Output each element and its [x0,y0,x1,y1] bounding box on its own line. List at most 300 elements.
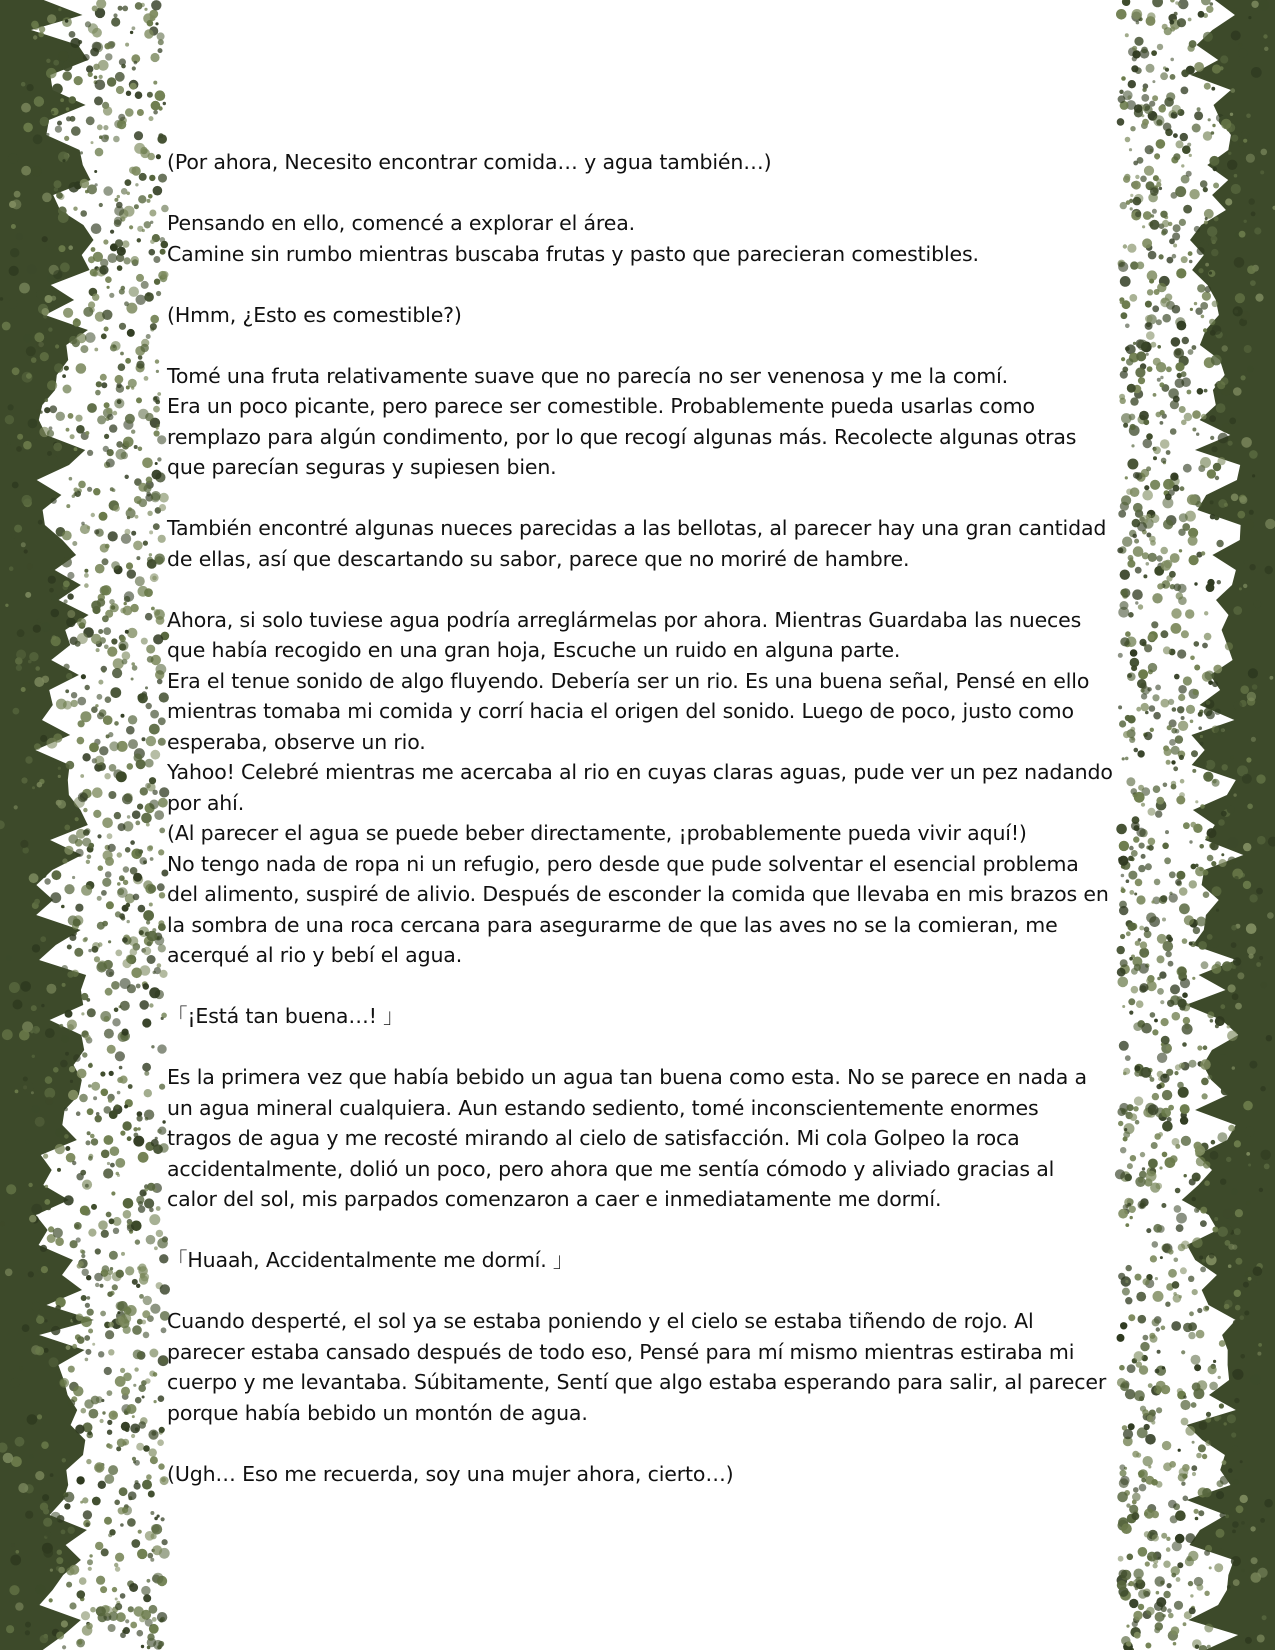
foliage-leaf [135,183,138,186]
foliage-leaf [53,1228,63,1238]
foliage-leaf [1142,119,1149,126]
foliage-leaf [120,248,124,252]
foliage-leaf [127,920,130,923]
foliage-leaf [1227,1414,1236,1423]
foliage-leaf [1155,1277,1158,1280]
foliage-leaf [148,194,153,199]
foliage-leaf [1186,171,1192,177]
foliage-leaf [124,602,127,605]
foliage-leaf [1181,1136,1191,1146]
foliage-leaf [1243,1282,1249,1288]
foliage-leaf [147,1646,151,1650]
foliage-leaf [1189,1607,1196,1614]
foliage-leaf [117,1091,121,1095]
foliage-leaf [86,65,93,72]
foliage-leaf [158,738,166,746]
foliage-leaf [138,586,149,597]
foliage-leaf [70,434,75,439]
foliage-leaf [1203,772,1213,782]
foliage-leaf [1216,403,1226,413]
foliage-leaf [1187,390,1192,395]
foliage-leaf [1179,513,1188,522]
foliage-leaf [88,1329,93,1334]
foliage-leaf [1166,760,1171,765]
foliage-leaf [1116,9,1127,20]
foliage-leaf [101,1150,110,1159]
foliage-leaf [55,1144,65,1154]
foliage-leaf [80,1249,84,1253]
foliage-leaf [1152,95,1158,101]
foliage-leaf [1227,837,1238,848]
foliage-leaf [1184,1024,1189,1029]
foliage-leaf [97,712,104,719]
foliage-leaf [143,1332,150,1339]
foliage-leaf [120,608,126,614]
foliage-leaf [11,535,15,539]
foliage-leaf [1134,37,1143,46]
foliage-leaf [155,90,166,101]
foliage-leaf [1146,913,1156,923]
foliage-leaf [1212,1227,1218,1233]
foliage-leaf [1128,871,1137,880]
foliage-leaf [1143,419,1149,425]
foliage-leaf [1200,1267,1206,1273]
foliage-leaf [107,1430,112,1435]
foliage-leaf [1176,1577,1181,1582]
foliage-leaf [1132,9,1143,20]
foliage-leaf [146,1474,152,1480]
foliage-leaf [19,1366,23,1370]
foliage-leaf [1200,180,1208,188]
foliage-leaf [44,878,50,884]
foliage-leaf [1256,962,1261,967]
foliage-leaf [1250,1526,1255,1531]
foliage-leaf [116,441,123,448]
foliage-leaf [104,327,109,332]
foliage-leaf [1145,1643,1151,1649]
foliage-leaf [95,1542,103,1550]
foliage-leaf [1156,139,1166,149]
foliage-leaf [1163,123,1172,132]
foliage-leaf [1139,639,1146,646]
foliage-leaf [127,329,135,337]
foliage-leaf [122,937,128,943]
foliage-leaf [1172,1012,1181,1021]
foliage-leaf [109,1218,115,1224]
foliage-leaf [1254,227,1261,234]
foliage-leaf [121,1252,125,1256]
foliage-leaf [1261,1150,1271,1160]
foliage-leaf [1126,358,1133,365]
foliage-leaf [25,1622,31,1628]
foliage-leaf [1171,1321,1181,1331]
foliage-leaf [1203,187,1208,192]
foliage-leaf [1208,118,1211,121]
foliage-leaf [134,143,145,154]
foliage-leaf [51,296,56,301]
foliage-leaf [1214,725,1224,735]
foliage-leaf [16,665,22,671]
foliage-leaf [1228,1244,1234,1250]
foliage-leaf [25,1140,29,1144]
foliage-leaf [66,761,75,770]
foliage-leaf [9,566,14,571]
foliage-leaf [149,1214,160,1225]
foliage-leaf [48,327,52,331]
foliage-leaf [20,840,28,848]
foliage-leaf [70,38,80,48]
foliage-leaf [1170,1515,1178,1523]
foliage-leaf [1186,705,1195,714]
foliage-leaf [87,1296,91,1300]
foliage-leaf [120,1131,125,1136]
foliage-leaf [43,1518,52,1527]
foliage-leaf [111,17,120,26]
foliage-leaf [1127,1104,1134,1111]
foliage-leaf [72,876,75,879]
foliage-leaf [135,2,143,10]
foliage-leaf [96,0,106,9]
foliage-leaf [1127,673,1132,678]
foliage-leaf [1141,1023,1152,1034]
foliage-leaf [1198,1444,1206,1452]
foliage-leaf [1263,34,1267,38]
foliage-leaf [1155,1576,1165,1586]
foliage-leaf [1231,925,1237,931]
foliage-leaf [1179,219,1186,226]
foliage-leaf [1217,1132,1227,1142]
foliage-leaf [1229,418,1236,425]
foliage-leaf [51,1512,61,1522]
foliage-leaf [1246,1201,1251,1206]
foliage-leaf [9,201,16,208]
foliage-leaf [1212,681,1218,687]
foliage-leaf [1178,1087,1189,1098]
foliage-leaf [1138,1315,1147,1324]
foliage-leaf [1136,351,1146,361]
foliage-leaf [91,1204,97,1210]
foliage-leaf [86,116,95,125]
foliage-leaf [116,1270,124,1278]
foliage-leaf [63,308,73,318]
foliage-leaf [1147,1415,1153,1421]
foliage-leaf [117,888,124,895]
foliage-leaf [1132,1621,1138,1627]
foliage-leaf [150,323,157,330]
foliage-leaf [137,1549,147,1559]
foliage-leaf [1138,604,1143,609]
foliage-leaf [1175,186,1186,197]
foliage-leaf [1204,389,1208,393]
foliage-leaf [1123,244,1127,248]
foliage-leaf [117,120,126,129]
foliage-leaf [162,1539,168,1545]
foliage-leaf [1259,1188,1263,1192]
foliage-leaf [1211,131,1215,135]
foliage-leaf [158,944,166,952]
foliage-leaf [1249,450,1258,459]
foliage-leaf [1264,47,1268,51]
foliage-leaf [1136,828,1145,837]
foliage-leaf [115,1051,125,1061]
foliage-leaf [1241,1569,1245,1573]
foliage-leaf [1205,1306,1209,1310]
foliage-leaf [1194,1208,1199,1213]
foliage-leaf [1146,64,1155,73]
foliage-leaf [1181,164,1184,167]
foliage-leaf [141,1645,144,1648]
foliage-leaf [1235,1003,1242,1010]
foliage-leaf [1163,1591,1170,1598]
foliage-leaf [158,535,166,543]
foliage-leaf [75,904,83,912]
foliage-leaf [1174,1071,1178,1075]
foliage-leaf [1120,276,1131,287]
foliage-leaf [114,812,121,819]
foliage-leaf [1211,87,1215,91]
foliage-leaf [1134,1351,1144,1361]
foliage-leaf [1175,729,1180,734]
foliage-leaf [49,1598,53,1602]
foliage-leaf [1233,606,1242,615]
foliage-leaf [124,596,130,602]
foliage-leaf [127,815,131,819]
foliage-leaf [1165,951,1171,957]
foliage-leaf [107,77,116,86]
foliage-leaf [1143,954,1146,957]
foliage-leaf [1188,349,1194,355]
foliage-leaf [64,1134,69,1139]
foliage-leaf [77,618,86,627]
foliage-leaf [1218,819,1225,826]
foliage-leaf [115,1553,124,1562]
foliage-leaf [1134,1390,1145,1401]
foliage-leaf [85,1303,90,1308]
foliage-leaf [1233,793,1236,796]
foliage-leaf [93,1096,97,1100]
foliage-leaf [1200,735,1203,738]
foliage-leaf [1194,1509,1199,1514]
foliage-leaf [1170,984,1180,994]
foliage-leaf [1225,642,1233,650]
foliage-leaf [1156,1327,1160,1331]
foliage-leaf [1240,1495,1248,1503]
foliage-leaf [8,299,18,309]
foliage-leaf [1200,804,1205,809]
foliage-leaf [1153,1224,1162,1233]
foliage-leaf [1160,547,1168,555]
foliage-leaf [146,703,152,709]
foliage-leaf [1247,692,1256,701]
foliage-leaf [1133,197,1142,206]
foliage-leaf [1243,519,1254,530]
foliage-leaf [1245,1637,1252,1644]
foliage-leaf [114,1008,119,1013]
foliage-leaf [130,604,138,612]
foliage-leaf [1232,1445,1239,1452]
foliage-leaf [66,1582,72,1588]
foliage-leaf [129,225,133,229]
foliage-leaf [1180,1400,1190,1410]
foliage-leaf [123,866,129,872]
foliage-leaf [1160,1256,1163,1259]
foliage-leaf [89,743,99,753]
foliage-leaf [150,857,154,861]
foliage-leaf [15,1602,23,1610]
foliage-leaf [1127,1163,1133,1169]
foliage-leaf [1249,564,1255,570]
foliage-leaf [84,583,89,588]
foliage-leaf [143,983,150,990]
foliage-leaf [72,1161,76,1165]
foliage-leaf [1172,1138,1180,1146]
foliage-leaf [111,561,120,570]
foliage-leaf [14,525,22,533]
foliage-leaf [37,619,41,623]
foliage-leaf [1246,154,1255,163]
foliage-leaf [1235,1258,1242,1265]
foliage-leaf [1203,870,1209,876]
foliage-leaf [57,1168,61,1172]
foliage-leaf [45,1028,55,1038]
foliage-leaf [1218,433,1229,444]
foliage-leaf [147,511,152,516]
foliage-leaf [1157,977,1161,981]
foliage-leaf [103,106,112,115]
foliage-leaf [1180,486,1185,491]
foliage-leaf [1125,715,1131,721]
foliage-leaf [1120,1382,1129,1391]
foliage-leaf [80,1206,90,1216]
foliage-leaf [1200,1059,1211,1070]
foliage-leaf [94,76,98,80]
foliage-leaf [156,370,159,373]
foliage-leaf [1204,633,1212,641]
foliage-leaf [1176,268,1186,278]
foliage-leaf [74,488,79,493]
foliage-leaf [1250,280,1256,286]
foliage-leaf [95,390,101,396]
foliage-leaf [46,984,56,994]
foliage-leaf [112,1412,117,1417]
foliage-leaf [141,813,152,824]
foliage-leaf [109,293,114,298]
foliage-leaf [1126,777,1135,786]
foliage-leaf [1178,1473,1186,1481]
foliage-leaf [1161,1533,1167,1539]
foliage-leaf [1204,611,1208,615]
foliage-leaf [1128,856,1133,861]
foliage-leaf [38,520,43,525]
foliage-leaf [1175,735,1183,743]
foliage-leaf [72,495,75,498]
foliage-leaf [138,1384,146,1392]
foliage-leaf [151,607,155,611]
foliage-leaf [1136,895,1145,904]
foliage-leaf [153,256,160,263]
foliage-leaf [1153,115,1164,126]
foliage-leaf [1265,566,1273,574]
foliage-leaf [1139,411,1149,421]
foliage-leaf [1120,371,1128,379]
foliage-leaf [1144,485,1149,490]
foliage-leaf [1164,748,1172,756]
foliage-leaf [87,855,92,860]
foliage-leaf [1183,205,1192,214]
foliage-leaf [1123,423,1128,428]
foliage-leaf [1150,1335,1158,1343]
foliage-leaf [1135,1274,1142,1281]
foliage-leaf [1228,441,1233,446]
foliage-leaf [1248,668,1258,678]
foliage-leaf [1119,1570,1128,1579]
foliage-leaf [125,475,129,479]
foliage-leaf [1207,934,1213,940]
foliage-leaf [68,1527,75,1534]
foliage-leaf [41,622,50,631]
foliage-leaf [147,1633,154,1640]
foliage-leaf [83,808,87,812]
foliage-leaf [115,950,122,957]
foliage-leaf [64,1492,75,1503]
foliage-leaf [1197,1308,1202,1313]
foliage-leaf [1241,437,1252,448]
foliage-leaf [1181,371,1187,377]
foliage-leaf [55,1305,61,1311]
foliage-leaf [1239,1518,1248,1527]
foliage-leaf [158,174,167,183]
foliage-leaf [103,125,108,130]
foliage-leaf [161,1517,165,1521]
foliage-leaf [81,1316,92,1327]
foliage-leaf [148,1553,154,1559]
foliage-leaf [1127,384,1136,393]
text-line: Es la primera vez que había bebido un agua tan buena como esta. No se parece en nada a [167,1065,1087,1089]
foliage-leaf [1127,1364,1136,1373]
foliage-leaf [1248,1277,1252,1281]
foliage-leaf [1129,957,1133,961]
foliage-leaf [147,1579,151,1583]
foliage-leaf [1212,886,1222,896]
foliage-leaf [51,1326,60,1335]
foliage-leaf [123,437,134,448]
foliage-leaf [118,114,125,121]
foliage-leaf [1133,503,1143,513]
foliage-leaf [126,386,130,390]
foliage-leaf [1142,1167,1145,1170]
foliage-leaf [106,734,110,738]
foliage-leaf [1211,249,1218,256]
foliage-leaf [122,1507,128,1513]
foliage-leaf [1126,879,1130,883]
foliage-leaf [107,1291,113,1297]
foliage-leaf [1207,1011,1214,1018]
foliage-leaf [1199,844,1204,849]
foliage-leaf [1148,838,1156,846]
foliage-leaf [116,1316,125,1325]
foliage-leaf [1224,1304,1230,1310]
foliage-leaf [1169,571,1176,578]
foliage-leaf [73,919,81,927]
foliage-leaf [1151,214,1155,218]
foliage-leaf [1232,1066,1235,1069]
foliage-leaf [1180,779,1185,784]
foliage-leaf [101,890,107,896]
foliage-leaf [1131,665,1137,671]
foliage-leaf [1158,105,1166,113]
foliage-leaf [1167,1000,1174,1007]
foliage-leaf [1155,810,1162,817]
